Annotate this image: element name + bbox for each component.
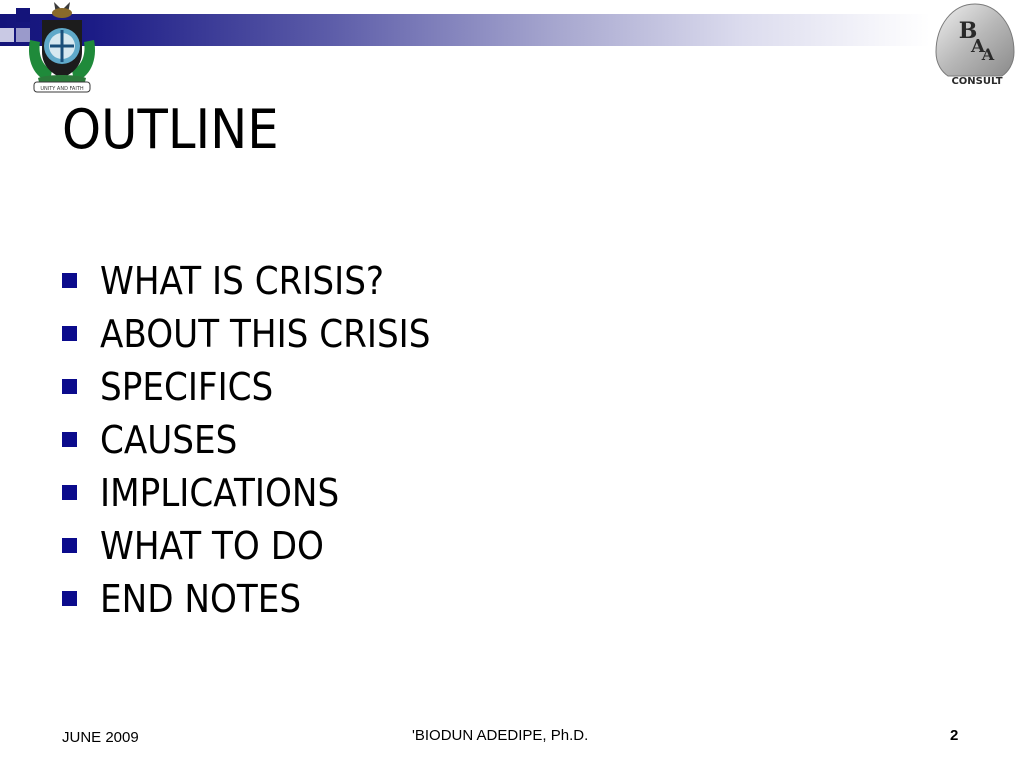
list-item — [62, 413, 467, 466]
list-item-text: WHAT TO DO — [100, 523, 324, 568]
list-item-text: WHAT IS CRISIS? — [100, 258, 385, 303]
list-item — [62, 307, 467, 360]
square-bullet-icon — [62, 538, 77, 553]
logo-name: CONSULT — [951, 76, 1003, 87]
header-gradient-band — [0, 14, 930, 46]
emblem-motto: UNITY AND FAITH — [40, 86, 84, 92]
page-number: 2 — [950, 727, 959, 744]
outline-list — [62, 254, 467, 625]
svg-text:A: A — [971, 36, 985, 57]
square-bullet-icon — [62, 379, 77, 394]
list-item-text: END NOTES — [100, 576, 302, 621]
list-item-text: SPECIFICS — [100, 364, 274, 409]
list-item — [62, 360, 467, 413]
list-item — [62, 254, 467, 307]
list-item-text: CAUSES — [100, 417, 238, 462]
square-bullet-icon — [62, 326, 77, 341]
baa-consult-logo-icon — [932, 2, 1018, 88]
list-item-text: ABOUT THIS CRISIS — [100, 311, 431, 356]
list-item-text: IMPLICATIONS — [100, 470, 340, 515]
svg-text:A: A — [981, 45, 995, 64]
square-bullet-icon — [62, 591, 77, 606]
footer-author: 'BIODUN ADEDIPE, Ph.D. — [412, 727, 589, 744]
square-bullet-icon — [62, 432, 77, 447]
slide-title: OUTLINE — [62, 98, 279, 161]
list-item — [62, 466, 467, 519]
list-item — [62, 572, 467, 625]
decorative-square-light — [0, 28, 14, 42]
square-bullet-icon — [62, 273, 77, 288]
svg-text:B: B — [958, 18, 978, 44]
square-bullet-icon — [62, 485, 77, 500]
coat-of-arms-emblem-icon — [24, 0, 100, 96]
list-item — [62, 519, 467, 572]
footer-date: JUNE 2009 — [62, 729, 139, 746]
